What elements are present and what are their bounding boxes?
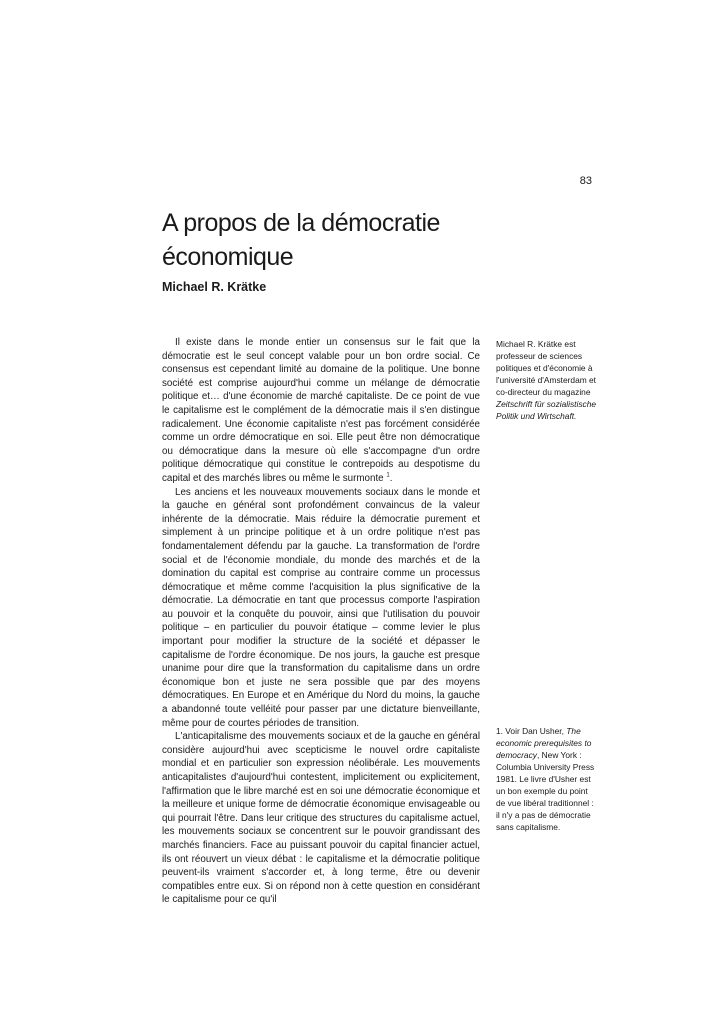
paragraph-3: L'anticapitalisme des mouvements sociaux et de la gauche en général considère aujourd'hui avec scepticisme le nouvel ordre capitaliste mondial et en particulier son expression néolibérale. Les mouvements anticapitalistes d'aujourd'hui contestent, implicitement ou explicitement, l'affirmation que le libre marché est en soi une démocratie économique et la meilleure et unique forme de démocratie économique envisageable ou qui pourrait l'être. Dans leur critique des structures du capitalisme actuel, les mouvements sociaux se concentrent sur le pouvoir grandissant des marchés financiers. Face au puissant pouvoir du capital financier actuel, ils ont réouvert un vieux débat : le capitalisme et la démocratie politique peuvent-ils vraiment s'accorder et, à long terme, être ou devenir compatibles entre eux. Si on répond non à cette question en considérant le capitalisme pour ce qu'il	[162, 731, 480, 906]
footnote-prefix: 1. Voir Dan Usher,	[496, 726, 567, 736]
page-number: 83	[579, 175, 592, 187]
footnote-book-title: The economic prerequisites to democracy	[496, 726, 592, 760]
footnote-rest: , New York : Columbia University Press 1981. Le livre d'Usher est un bon exemple du point de vue libéral traditionnel : il n'y a pas de démocratie sans capitalisme.	[496, 750, 595, 832]
article-author: Michael R. Krätke	[162, 280, 267, 294]
paragraph-1-end: .	[389, 472, 393, 484]
article-body	[162, 336, 480, 907]
paragraph-2: Les anciens et les nouveaux mouvements sociaux dans le monde et la gauche en général sont profondément convaincus de la valeur inhérente de la démocratie. Mais réduire la démocratie purement et simplement à un principe politique et à un ordre politique n'est pas fondamentalement défendu par la gauche. La transformation de l'ordre social et de l'économie mondiale, du monde des marchés et de la domination du capital est comprise au contraire comme un processus démocratique et même comme l'acquisition la plus significative de la démocratie. La démocratie en tant que processus comporte l'aspiration au pouvoir et la conquête du pouvoir, ainsi que l'utilisation du pouvoir politique – en particulier du pouvoir étatique – comme levier le plus important pour modifier la structure de la société et dépasser le capitalisme de l'ordre économique. De nos jours, la gauche est presque unanime pour dire que la transformation du capitalisme dans un ordre économique bon et juste ne sera possible que par des moyens démocratiques. En Europe et en Amérique du Nord du moins, la gauche a abandonné toute velléité pour passer par une dictature bienveillante, même pour de courtes périodes de transition.	[162, 486, 480, 729]
article-title	[162, 206, 582, 274]
footnote-1	[496, 725, 596, 833]
title-line-2: économique	[162, 243, 294, 271]
paragraph-1-text: Il existe dans le monde entier un consensus sur le fait que la démocratie est le seul concept valable pour un bon ordre social. Ce consensus est cependant limité au domaine de la politique. Une bonne société est comprise aujourd'hui comme un mélange de démocratie politique et… d'une économie de marché capitaliste. De ce point de vue le capitalisme est le complément de la démocratie mais il s'en distingue radicalement. Une économie capitaliste n'est pas forcément considérée comme un ordre démocratique en soi. Elle peut être non démocratique ou démocratique dans la mesure où elle s'accompagne d'un ordre politique démocratique qui constitue le contrepoids au despotisme du capital et des marchés libres ou même le surmonte	[162, 337, 480, 484]
author-bio-sidenote	[496, 338, 600, 422]
journal-name: Zeitschrift für sozialistische Politik und Wirtschaft.	[496, 399, 597, 421]
author-bio-text: Michael R. Krätke est professeur de sciences politiques et d'économie à l'université d'Amsterdam et co-directeur du magazine	[496, 339, 597, 397]
paragraph-1	[162, 336, 480, 486]
title-line-1: A propos de la démocratie	[162, 209, 440, 237]
footnote-ref-1[interactable]: 1	[386, 472, 390, 479]
